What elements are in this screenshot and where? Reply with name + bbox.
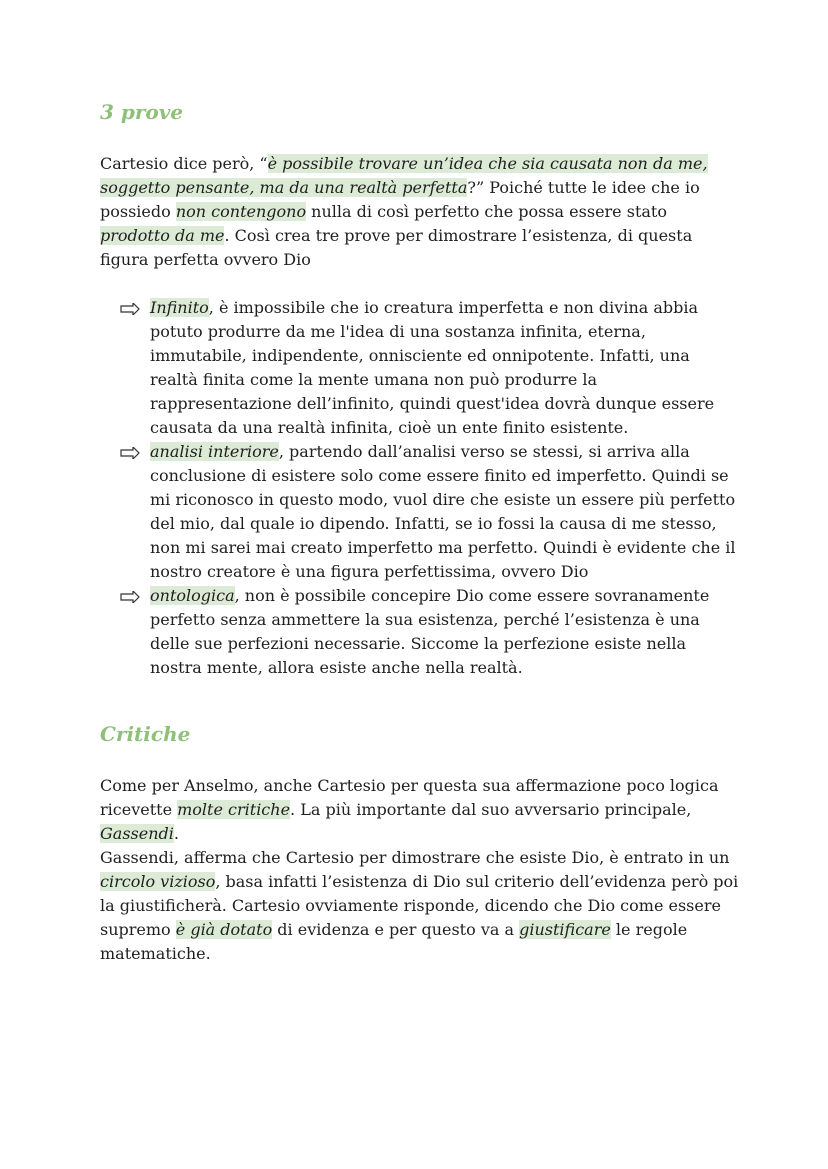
arrow-bullet-icon xyxy=(120,584,142,603)
highlighted-text: prodotto da me xyxy=(100,226,225,245)
text-run: Cartesio dice però, “ xyxy=(100,154,268,173)
section-heading-critiche: Critiche xyxy=(100,722,191,746)
critiche-paragraph-2 xyxy=(100,846,740,966)
text-run: ?” Poiché tutte le idee che io possiedo xyxy=(100,178,700,221)
arrow-bullet-icon xyxy=(120,440,142,459)
highlighted-text: non contengono xyxy=(175,202,307,221)
highlighted-text: Gassendi xyxy=(100,824,174,843)
text-run: Come per Anselmo, anche Cartesio per questa sua affermazione poco logica ricevette xyxy=(100,776,719,819)
text-run: . La più importante dal suo avversario principale, xyxy=(290,800,692,819)
text-run: nulla di così perfetto che possa essere stato xyxy=(306,202,667,221)
proof-term: Infinito xyxy=(150,298,209,317)
highlighted-text: è già dotato xyxy=(175,920,273,939)
proof-term: analisi interiore xyxy=(150,442,279,461)
highlighted-text: molte critiche xyxy=(177,800,291,819)
proof-text: , è impossibile che io creatura imperfetta e non divina abbia potuto produrre da me l'idea di una sostanza infinita, eterna, immutabile, indipendente, onnisciente ed onnipotente. Infatti, una realtà finita come la mente umana non può produrre la rappresentazione dell’infinito, quindi quest'idea dovrà dunque essere causata da una realtà infinita, cioè un ente finito esistente. xyxy=(150,298,715,437)
text-run: . xyxy=(173,824,179,843)
section-heading-prove: 3 prove xyxy=(100,100,184,124)
highlighted-text: è possibile trovare un’idea che sia causata non da me, soggetto pensante, ma da una realtà perfetta xyxy=(100,154,708,197)
proof-item-infinito xyxy=(120,296,740,440)
highlighted-text: circolo vizioso xyxy=(100,872,216,891)
proof-item-ontologica xyxy=(120,584,740,680)
critiche-paragraph-1 xyxy=(100,774,740,846)
text-run: di evidenza e per questo va a xyxy=(272,920,520,939)
proof-item-analisi xyxy=(120,440,740,584)
text-run: , basa infatti l’esistenza di Dio sul criterio dell’evidenza però poi la giustificherà. Cartesio ovviamente risponde, dicendo che Dio come essere supremo xyxy=(100,872,739,939)
proof-text: , partendo dall’analisi verso se stessi, si arriva alla conclusione di esistere solo come essere finito ed imperfetto. Quindi se mi riconosco in questo modo, vuol dire che esiste un essere più perfetto del mio, dal quale io dipendo. Infatti, se io fossi la causa di me stesso, non mi sarei mai creato imperfetto ma perfetto. Quindi è evidente che il nostro creatore è una figura perfettissima, ovvero Dio xyxy=(150,442,736,581)
proof-term: ontologica xyxy=(150,586,235,605)
arrow-bullet-icon xyxy=(120,296,142,315)
text-run: . Così crea tre prove per dimostrare l’esistenza, di questa figura perfetta ovvero Dio xyxy=(100,226,693,269)
text-run: Gassendi, afferma che Cartesio per dimostrare che esiste Dio, è entrato in un xyxy=(100,848,730,867)
proof-text: , non è possibile concepire Dio come essere sovranamente perfetto senza ammettere la sua esistenza, perché l’esistenza è una delle sue perfezioni necessarie. Siccome la perfezione esiste nella nostra mente, allora esiste anche nella realtà. xyxy=(150,586,710,677)
intro-paragraph xyxy=(100,152,740,272)
text-run: le regole matematiche. xyxy=(100,920,688,963)
proofs-list xyxy=(120,296,740,680)
highlighted-text: giustificare xyxy=(519,920,611,939)
